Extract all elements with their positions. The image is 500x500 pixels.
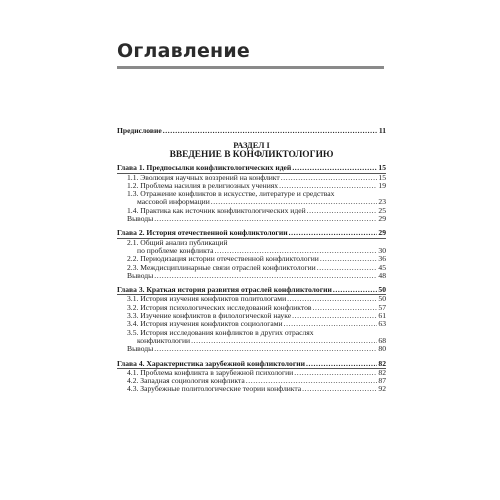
- entry-page: 50: [378, 285, 386, 295]
- entry-title: 1.3. Отражение конфликтов в искусстве, литературе и средствах: [127, 189, 335, 199]
- dot-leader: [289, 229, 378, 237]
- entry-title: Глава 2. История отечественной конфликтологии: [117, 228, 288, 238]
- spacer: [117, 223, 386, 227]
- toc-entry-section[interactable]: [117, 345, 386, 353]
- entry-page: 92: [378, 384, 386, 394]
- dot-leader: [281, 174, 378, 182]
- entry-title: по проблеме конфликта: [137, 245, 214, 255]
- dot-leader: [154, 215, 377, 223]
- dot-leader: [302, 385, 377, 393]
- dot-leader: [154, 272, 377, 280]
- table-of-contents: [117, 127, 386, 394]
- entry-title: 4.3. Зарубежные политологические теории конфликта: [127, 384, 302, 394]
- chapter-block: [117, 360, 386, 394]
- entry-title: 2.3. Междисциплинарные связи отраслей конфликтологии: [127, 262, 316, 272]
- entry-page: 82: [378, 367, 386, 377]
- dot-leader: [292, 312, 377, 320]
- spacer: [117, 280, 386, 284]
- part-title: ВВЕДЕНИЕ В КОНФЛИКТОЛОГИЮ: [169, 149, 334, 160]
- entry-title: Глава 1. Предпосылки конфликтологических идей: [117, 163, 292, 173]
- entry-page: 80: [378, 344, 386, 354]
- entry-page: 29: [378, 228, 386, 238]
- toc-entry-section[interactable]: [117, 272, 386, 280]
- entry-title: 4.1. Проблема конфликта в зарубежной психологии: [127, 367, 294, 377]
- toc-heading: Оглавление: [117, 40, 250, 62]
- entry-page: 48: [378, 270, 386, 280]
- entry-page: 25: [378, 205, 386, 215]
- entry-title: 3.4. История изучения конфликтов социологами: [127, 319, 283, 329]
- entry-page: 87: [378, 376, 386, 386]
- dot-leader: [154, 345, 377, 353]
- entry-title: Глава 3. Краткая история развития отраслей конфликтологии: [117, 285, 332, 295]
- entry-page: 23: [378, 197, 386, 207]
- dot-leader: [306, 360, 377, 368]
- chapter-block: [117, 286, 386, 353]
- entry-title: 3.1. История изучения конфликтов политологами: [127, 294, 287, 304]
- entry-page: 36: [378, 254, 386, 264]
- dot-leader: [163, 127, 378, 135]
- toc-entry-section[interactable]: [117, 385, 386, 393]
- dot-leader: [307, 207, 378, 215]
- toc-entry-section[interactable]: [117, 215, 386, 223]
- entry-page: 61: [378, 311, 386, 321]
- dot-leader: [294, 369, 377, 377]
- toc-entry-preface[interactable]: [117, 127, 386, 135]
- entry-title: Выводы: [127, 214, 154, 224]
- toc-entry-section[interactable]: [117, 207, 386, 215]
- entry-title: 2.1. Общий анализ публикаций: [127, 237, 228, 247]
- entry-title: 1.2. Проблема насилия в религиозных учениях: [127, 180, 279, 190]
- entry-page: 19: [378, 180, 386, 190]
- entry-title: Выводы: [127, 344, 154, 354]
- entry-title: 1.1. Эволюция научных воззрений на конфликт: [127, 172, 280, 182]
- entry-page: 15: [378, 163, 386, 173]
- dot-leader: [333, 286, 378, 294]
- chapter-block: [117, 164, 386, 223]
- entry-title: Предисловие: [117, 126, 162, 135]
- entry-title: Глава 4. Характеристика зарубежной конфликтологии: [117, 358, 306, 368]
- part-label: РАЗДЕЛ I: [233, 141, 270, 151]
- heading-rule: [117, 66, 384, 69]
- entry-title: 3.5. История исследования конфликтов в других отраслях: [127, 327, 314, 337]
- entry-page: 11: [378, 126, 386, 135]
- dot-leader: [313, 304, 378, 312]
- dot-leader: [317, 264, 378, 272]
- entry-page: 15: [378, 172, 386, 182]
- entry-title: 3.3. Изучение конфликтов в филологической науке: [127, 311, 292, 321]
- entry-title: 4.2. Западная социология конфликта: [127, 376, 245, 386]
- entry-page: 68: [378, 335, 386, 345]
- dot-leader: [320, 255, 378, 263]
- dot-leader: [191, 337, 377, 345]
- entry-page: 30: [378, 245, 386, 255]
- entry-page: 57: [378, 302, 386, 312]
- toc-entry-section[interactable]: [117, 264, 386, 272]
- entry-title: массовой информации: [137, 197, 210, 207]
- chapter-list: [117, 164, 386, 393]
- entry-title: Выводы: [127, 270, 154, 280]
- entry-page: 29: [378, 214, 386, 224]
- entry-title: 1.4. Практика как источник конфликтологических идей: [127, 205, 306, 215]
- entry-title: 3.2. История психологических исследований конфликтов: [127, 302, 312, 312]
- chapter-block: [117, 229, 386, 280]
- entry-title: 2.2. Периодизация истории отечественной конфликтологии: [127, 254, 319, 264]
- dot-leader: [292, 164, 377, 172]
- spacer: [117, 354, 386, 358]
- entry-page: 45: [378, 262, 386, 272]
- entry-page: 50: [378, 294, 386, 304]
- toc-entry-section[interactable]: [117, 337, 386, 345]
- entry-title: конфликтологии: [137, 335, 191, 345]
- entry-page: 82: [378, 358, 386, 368]
- part-heading: [117, 141, 386, 160]
- entry-page: 63: [378, 319, 386, 329]
